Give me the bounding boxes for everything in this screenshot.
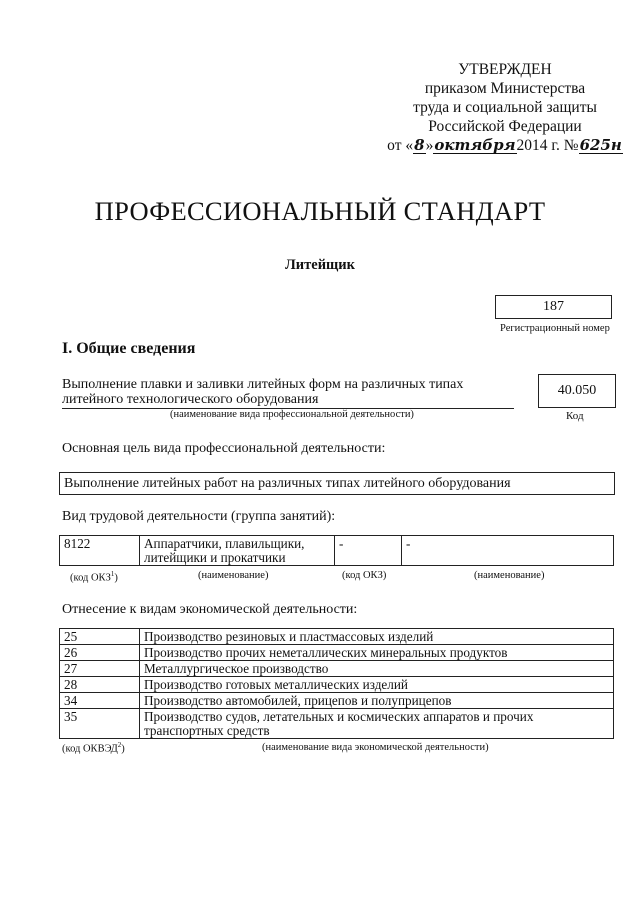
table-row: [60, 629, 614, 645]
okz-code-2: -: [335, 536, 402, 566]
okved-code-caption: (код ОКВЭД$^2$): [62, 741, 125, 755]
group-label: Вид трудовой деятельности (группа занятий):: [62, 509, 336, 524]
date-mid: »: [425, 137, 434, 154]
activity-code-caption: Код: [566, 410, 584, 422]
okved-name: Металлургическое производство: [140, 661, 614, 677]
approval-line-2: приказом Министерства: [424, 80, 586, 97]
registration-caption: Регистрационный номер: [500, 323, 610, 334]
goal-box: [59, 472, 615, 495]
date-prefix: от «: [387, 137, 414, 154]
okz-name-caption-2: (наименование): [474, 570, 545, 581]
page-title: ПРОФЕССИОНАЛЬНЫЙ СТАНДАРТ: [94, 196, 546, 226]
activity-code-box: [538, 374, 616, 408]
table-row: [60, 693, 614, 709]
okved-name: Производство резиновых и пластмассовых изделий: [140, 629, 614, 645]
approval-line-3: труда и социальной защиты: [413, 99, 597, 116]
goal-label: Основная цель вида профессиональной деятельности:: [62, 441, 386, 456]
handwritten-number: 625н: [579, 136, 622, 154]
table-row: [60, 645, 614, 661]
table-row: [60, 661, 614, 677]
okved-code: 35: [60, 709, 140, 739]
section-heading: I. Общие сведения: [62, 340, 196, 357]
date-year: 2014 г. №: [516, 137, 579, 154]
okz-name-caption: (наименование): [198, 570, 269, 581]
okz-code-caption: (код ОКЗ$^1$): [70, 570, 118, 584]
handwritten-month: октября: [434, 136, 516, 154]
okz-code-caption-2: (код ОКЗ): [342, 570, 387, 581]
page-subtitle: Литейщик: [284, 257, 356, 273]
okved-name: Производство автомобилей, прицепов и полуприцепов: [140, 693, 614, 709]
okved-code: 27: [60, 661, 140, 677]
activity-name: Выполнение плавки и заливки литейных форм на различных типах литейного технологического оборудования: [62, 377, 514, 409]
table-row: [60, 677, 614, 693]
okved-name: Производство прочих неметаллических минеральных продуктов: [140, 645, 614, 661]
approval-line-1: УТВЕРЖДЕН: [458, 61, 552, 78]
activity-caption: (наименование вида профессиональной деятельности): [170, 409, 414, 420]
registration-number: 187: [543, 299, 564, 314]
okved-table: [59, 628, 614, 739]
approval-block: [380, 60, 630, 155]
table-row: [60, 709, 614, 739]
okved-name: Производство судов, летательных и космических аппаратов и прочих транспортных средств: [140, 709, 614, 739]
okved-label: Отнесение к видам экономической деятельности:: [62, 602, 358, 617]
okz-code-1: 8122: [60, 536, 140, 566]
okved-code: 26: [60, 645, 140, 661]
goal-text: Выполнение литейных работ на различных типах литейного оборудования: [64, 476, 511, 491]
approval-line-4: Российской Федерации: [428, 118, 582, 135]
table-row: [60, 536, 614, 566]
registration-number-box: [495, 295, 612, 319]
okved-name-caption: (наименование вида экономической деятельности): [262, 742, 489, 753]
okved-code: 28: [60, 677, 140, 693]
activity-code: 40.050: [557, 383, 597, 398]
okved-name: Производство готовых металлических изделий: [140, 677, 614, 693]
okz-name-1: Аппаратчики, плавильщики, литейщики и прокатчики: [140, 536, 335, 566]
approval-date-line: [380, 136, 630, 155]
okz-name-2: -: [402, 536, 614, 566]
okz-table: [59, 535, 614, 566]
okved-code: 34: [60, 693, 140, 709]
handwritten-day: 8: [414, 136, 425, 154]
okved-code: 25: [60, 629, 140, 645]
